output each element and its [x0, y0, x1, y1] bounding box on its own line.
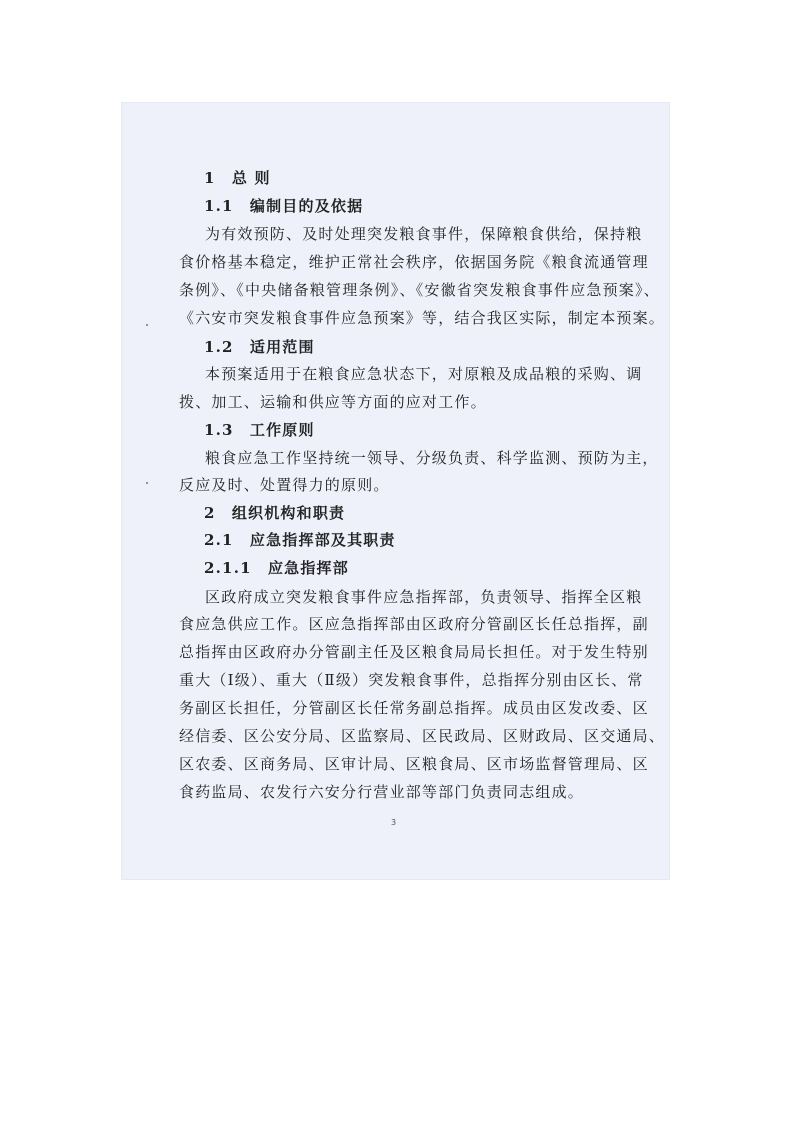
scanned-document-page — [121, 102, 670, 880]
paragraph-line: 粮食应急工作坚持统一领导、分级负责、科学监测、预防为主， — [205, 449, 659, 467]
heading-work-principles: 1.3 工作原则 — [204, 421, 315, 439]
heading-organization-duties: 2 组织机构和职责 — [204, 504, 346, 522]
paragraph-line: 反应及时、处置得力的原则。 — [179, 476, 390, 494]
page-number: 3 — [391, 818, 397, 827]
paragraph-line: 食价格基本稳定，维护正常社会秩序，依据国务院《粮食流通管理 — [179, 253, 649, 271]
paragraph-line: 拨、加工、运输和供应等方面的应对工作。 — [179, 393, 487, 411]
paragraph-line: 总指挥由区政府办分管副主任及区粮食局局长担任。对于发生特别 — [179, 643, 649, 661]
paragraph-line: 食应急供应工作。区应急指挥部由区政府分管副区长任总指挥，副 — [179, 615, 649, 633]
heading-general-principles: 1 总 则 — [204, 169, 271, 187]
paragraph-line: 重大（Ⅰ级）、重大（Ⅱ级）突发粮食事件，总指挥分别由区长、常 — [179, 671, 644, 689]
paragraph-line: 本预案适用于在粮食应急状态下，对原粮及成品粮的采购、调 — [205, 365, 643, 383]
heading-command-center: 2.1.1 应急指挥部 — [204, 559, 349, 577]
heading-command-center-duties: 2.1 应急指挥部及其职责 — [204, 531, 396, 549]
heading-scope: 1.2 适用范围 — [204, 338, 315, 356]
heading-purpose-basis: 1.1 编制目的及依据 — [204, 197, 364, 215]
paragraph-line: 务副区长担任，分管副区长任常务副总指挥。成员由区发改委、区 — [179, 699, 649, 717]
paragraph-line: 经信委、区公安分局、区监察局、区民政局、区财政局、区交通局、 — [179, 727, 666, 745]
paragraph-line: 为有效预防、及时处理突发粮食事件，保障粮食供给，保持粮 — [205, 225, 643, 243]
scan-speck — [146, 324, 148, 326]
scan-speck — [146, 482, 148, 484]
paragraph-line: 《六安市突发粮食事件应急预案》等，结合我区实际，制定本预案。 — [179, 309, 666, 327]
paragraph-line: 食药监局、农发行六安分行营业部等部门负责同志组成。 — [179, 783, 585, 801]
paragraph-line: 区政府成立突发粮食事件应急指挥部，负责领导、指挥全区粮 — [205, 588, 643, 606]
paragraph-line: 区农委、区商务局、区审计局、区粮食局、区市场监督管理局、区 — [179, 755, 649, 773]
paragraph-line: 条例》、《中央储备粮管理条例》、《安徽省突发粮食事件应急预案》、 — [179, 281, 660, 299]
